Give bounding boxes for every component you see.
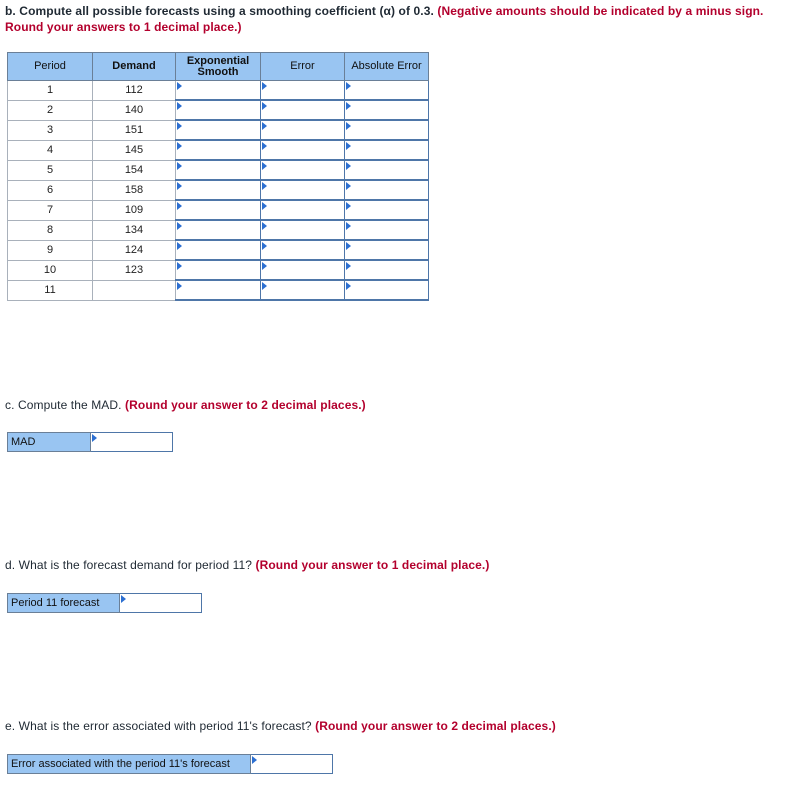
period-cell: 4 — [8, 140, 93, 160]
table-header-row — [8, 53, 429, 81]
period-11-error-label: Error associated with the period 11's forecast — [7, 754, 251, 774]
part-d-instruction: (Round your answer to 1 decimal place.) — [255, 558, 490, 572]
error-input[interactable] — [261, 280, 345, 300]
input-flag-icon — [252, 756, 257, 764]
part-c-question: c. Compute the MAD. (Round your answer to 2 decimal places.) — [5, 398, 366, 412]
table-row — [8, 260, 429, 280]
period-cell: 3 — [8, 120, 93, 140]
header-demand: Demand — [93, 53, 176, 81]
input-flag-icon — [177, 162, 182, 170]
input-flag-icon — [262, 142, 267, 150]
part-b-question: b. Compute all possible forecasts using a smoothing coefficient (α) of 0.3. (Negative amounts should be indicated by a minus sign. Round your answers to 1 decimal place.) — [5, 4, 764, 34]
input-flag-icon — [346, 202, 351, 210]
input-flag-icon — [346, 282, 351, 290]
input-flag-icon — [262, 182, 267, 190]
exponential-smooth-input[interactable] — [176, 220, 261, 240]
input-flag-icon — [346, 162, 351, 170]
exponential-smooth-input[interactable] — [176, 280, 261, 300]
table-row — [8, 81, 429, 101]
table-row — [8, 240, 429, 260]
input-flag-icon — [177, 282, 182, 290]
error-input[interactable] — [261, 81, 345, 101]
exponential-smooth-input[interactable] — [176, 120, 261, 140]
period-cell: 1 — [8, 81, 93, 101]
input-flag-icon — [121, 595, 126, 603]
absolute-error-input[interactable] — [345, 100, 429, 120]
table-row — [8, 120, 429, 140]
exponential-smooth-input[interactable] — [176, 260, 261, 280]
exponential-smooth-input[interactable] — [176, 160, 261, 180]
absolute-error-input[interactable] — [345, 140, 429, 160]
exponential-smooth-input[interactable] — [176, 240, 261, 260]
demand-cell — [93, 280, 176, 300]
demand-cell: 124 — [93, 240, 176, 260]
absolute-error-input[interactable] — [345, 160, 429, 180]
absolute-error-input[interactable] — [345, 120, 429, 140]
period-cell: 7 — [8, 200, 93, 220]
period-cell: 10 — [8, 260, 93, 280]
header-exponential-smooth: Exponential Smooth — [176, 53, 261, 81]
input-flag-icon — [262, 282, 267, 290]
error-input[interactable] — [261, 220, 345, 240]
demand-cell: 134 — [93, 220, 176, 240]
demand-cell: 140 — [93, 100, 176, 120]
table-row — [8, 160, 429, 180]
period-cell: 11 — [8, 280, 93, 300]
demand-cell: 123 — [93, 260, 176, 280]
period-11-error-answer-row — [7, 754, 333, 774]
period-cell: 6 — [8, 180, 93, 200]
demand-cell: 151 — [93, 120, 176, 140]
input-flag-icon — [177, 82, 182, 90]
header-period: Period — [8, 53, 93, 81]
absolute-error-input[interactable] — [345, 220, 429, 240]
absolute-error-input[interactable] — [345, 180, 429, 200]
exponential-smooth-input[interactable] — [176, 100, 261, 120]
input-flag-icon — [177, 182, 182, 190]
table-row — [8, 180, 429, 200]
input-flag-icon — [346, 222, 351, 230]
input-flag-icon — [262, 122, 267, 130]
error-input[interactable] — [261, 200, 345, 220]
input-flag-icon — [346, 142, 351, 150]
header-absolute-error: Absolute Error — [345, 53, 429, 81]
input-flag-icon — [262, 262, 267, 270]
input-flag-icon — [346, 182, 351, 190]
period-cell: 2 — [8, 100, 93, 120]
exponential-smooth-input[interactable] — [176, 180, 261, 200]
input-flag-icon — [262, 222, 267, 230]
period-cell: 8 — [8, 220, 93, 240]
mad-label: MAD — [7, 432, 91, 452]
part-e-instruction: (Round your answer to 2 decimal places.) — [315, 719, 556, 733]
input-flag-icon — [346, 122, 351, 130]
input-flag-icon — [346, 82, 351, 90]
exponential-smooth-input[interactable] — [176, 200, 261, 220]
error-input[interactable] — [261, 180, 345, 200]
period-11-forecast-answer-row — [7, 593, 202, 613]
input-flag-icon — [346, 102, 351, 110]
exponential-smooth-input[interactable] — [176, 81, 261, 101]
period-11-error-input[interactable] — [251, 754, 333, 774]
error-input[interactable] — [261, 120, 345, 140]
exponential-smooth-input[interactable] — [176, 140, 261, 160]
period-11-forecast-label: Period 11 forecast — [7, 593, 120, 613]
absolute-error-input[interactable] — [345, 240, 429, 260]
demand-cell: 109 — [93, 200, 176, 220]
forecast-table — [7, 52, 429, 301]
table-row — [8, 140, 429, 160]
part-e-question: e. What is the error associated with period 11's forecast? (Round your answer to 2 decimal places.) — [5, 719, 556, 733]
demand-cell: 112 — [93, 81, 176, 101]
input-flag-icon — [262, 202, 267, 210]
input-flag-icon — [262, 162, 267, 170]
absolute-error-input[interactable] — [345, 260, 429, 280]
input-flag-icon — [177, 242, 182, 250]
absolute-error-input[interactable] — [345, 280, 429, 300]
input-flag-icon — [177, 142, 182, 150]
table-row — [8, 100, 429, 120]
error-input[interactable] — [261, 260, 345, 280]
table-row — [8, 200, 429, 220]
input-flag-icon — [177, 202, 182, 210]
header-error: Error — [261, 53, 345, 81]
input-flag-icon — [177, 102, 182, 110]
error-input[interactable] — [261, 100, 345, 120]
input-flag-icon — [262, 82, 267, 90]
error-input[interactable] — [261, 160, 345, 180]
input-flag-icon — [177, 262, 182, 270]
input-flag-icon — [346, 262, 351, 270]
table-row — [8, 280, 429, 300]
input-flag-icon — [177, 222, 182, 230]
input-flag-icon — [262, 242, 267, 250]
mad-input[interactable] — [91, 432, 173, 452]
demand-cell: 158 — [93, 180, 176, 200]
demand-cell: 154 — [93, 160, 176, 180]
part-d-question: d. What is the forecast demand for period 11? (Round your answer to 1 decimal place.) — [5, 558, 490, 572]
input-flag-icon — [177, 122, 182, 130]
absolute-error-input[interactable] — [345, 200, 429, 220]
mad-answer-row — [7, 432, 173, 452]
input-flag-icon — [262, 102, 267, 110]
part-b-instruction: (Negative amounts should be indicated by a minus sign. Round your answers to 1 decimal place.) — [5, 4, 764, 34]
absolute-error-input[interactable] — [345, 81, 429, 101]
period-cell: 9 — [8, 240, 93, 260]
error-input[interactable] — [261, 240, 345, 260]
table-row — [8, 220, 429, 240]
period-11-forecast-input[interactable] — [120, 593, 202, 613]
part-c-instruction: (Round your answer to 2 decimal places.) — [125, 398, 366, 412]
error-input[interactable] — [261, 140, 345, 160]
period-cell: 5 — [8, 160, 93, 180]
demand-cell: 145 — [93, 140, 176, 160]
input-flag-icon — [92, 434, 97, 442]
input-flag-icon — [346, 242, 351, 250]
